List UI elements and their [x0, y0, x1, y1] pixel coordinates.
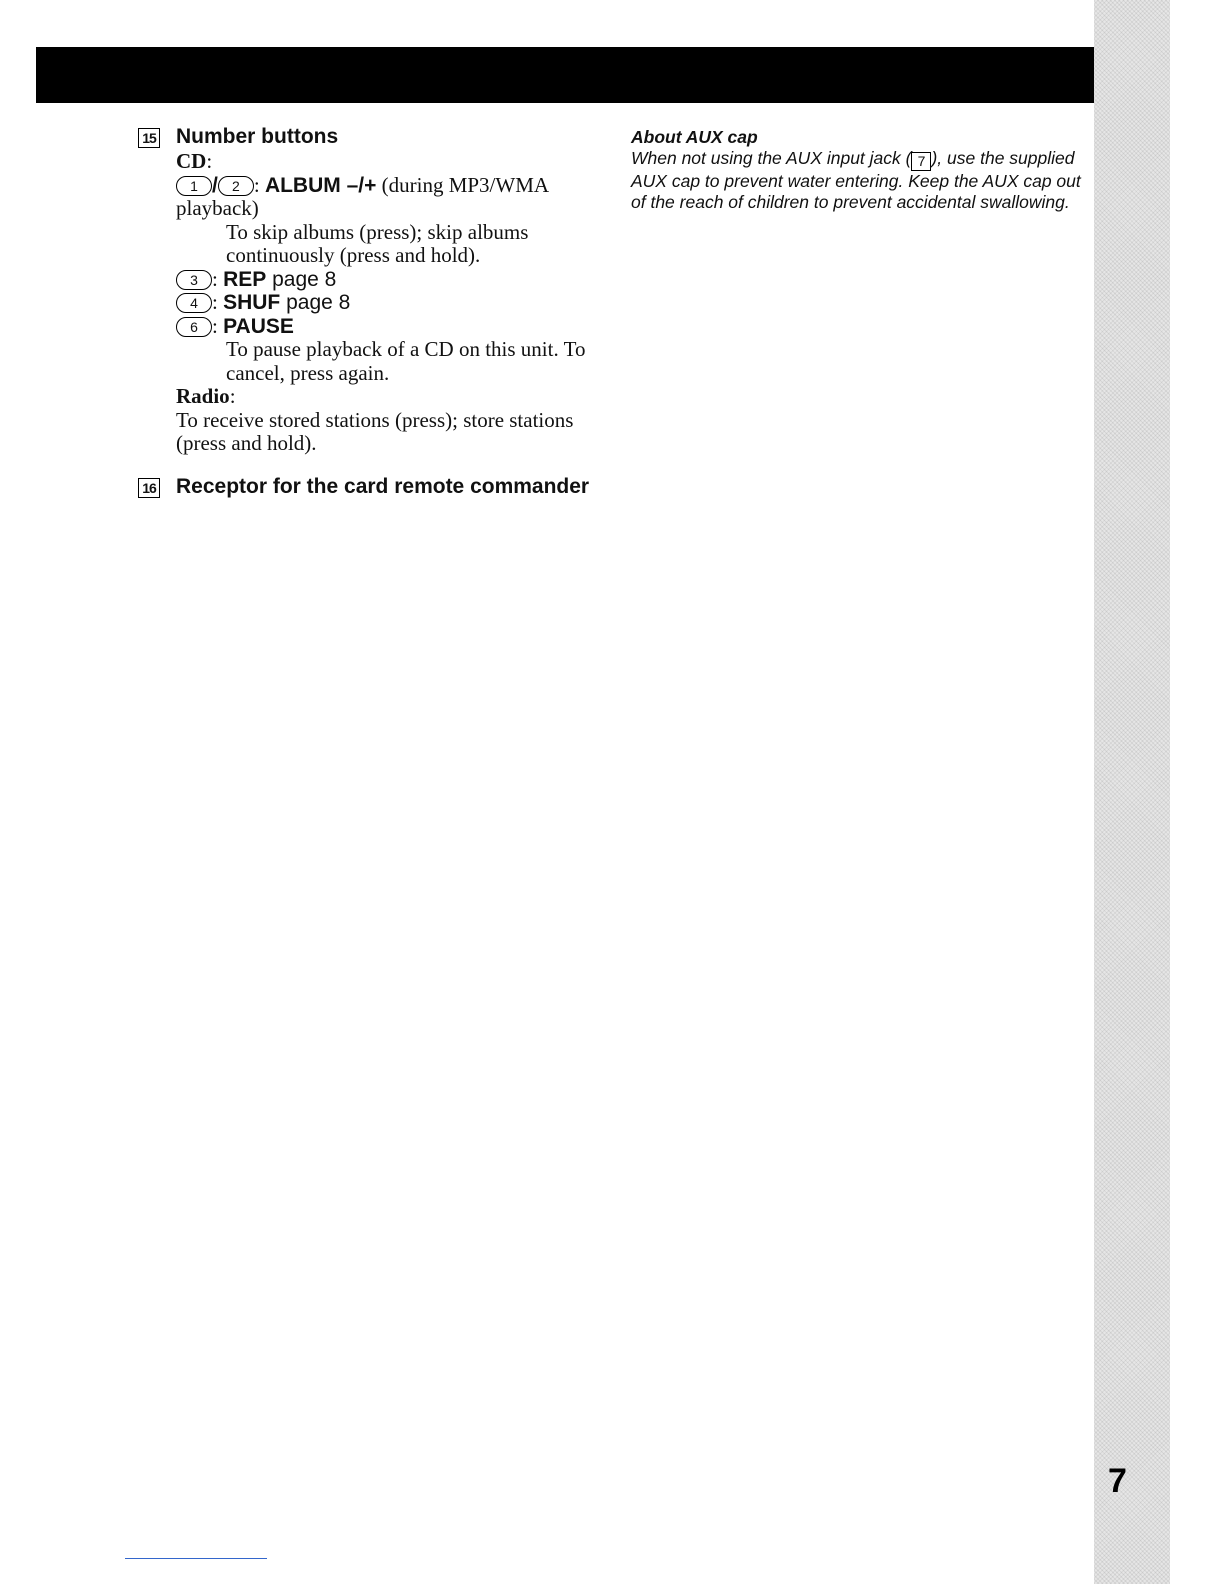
aux-cap-note	[631, 127, 1081, 213]
button-1-icon: 1	[176, 176, 212, 196]
button-4-icon: 4	[176, 293, 212, 313]
radio-label-line: Radio:	[176, 384, 236, 408]
item-number-badge: 15	[138, 128, 160, 148]
album-note: (during MP3/WMA playback)	[176, 172, 548, 220]
rep-page-ref: page 8	[266, 267, 337, 291]
button-2-icon: 2	[218, 176, 254, 196]
button-6-icon: 6	[176, 317, 212, 337]
pause-description: To pause playback of a CD on this unit. To cancel, press again.	[226, 337, 586, 385]
side-tab-strip	[1094, 0, 1170, 1584]
item-number-buttons	[138, 124, 608, 456]
shuf-function-name: SHUF	[223, 291, 281, 314]
button-3-icon: 3	[176, 270, 212, 290]
bottom-rule	[125, 1558, 267, 1559]
album-function-name: ALBUM –/+	[264, 173, 377, 197]
item-heading: Receptor for the card remote commander	[176, 475, 590, 498]
item-heading: Number buttons	[176, 125, 339, 148]
item-number-badge: 16	[138, 478, 160, 498]
shuf-page-ref: page 8	[280, 291, 351, 314]
aux-note-title: About AUX cap	[631, 127, 758, 147]
album-description: To skip albums (press); skip albums continuously (press and hold).	[226, 219, 529, 267]
item-body	[176, 150, 608, 456]
cd-label-line: CD:	[176, 149, 213, 173]
cd-label: CD	[176, 149, 207, 173]
rep-line: 3 : REP page 8	[176, 268, 608, 292]
pause-line: 6 : PAUSE	[176, 315, 608, 339]
pause-function-name: PAUSE	[223, 314, 294, 338]
item-receptor	[138, 474, 608, 500]
reference-number-badge: 7	[911, 152, 931, 171]
radio-description: To receive stored stations (press); store stations (press and hold).	[176, 407, 574, 455]
header-bar	[36, 47, 1094, 103]
aux-note-text: When not using the AUX input jack ( 7 ), use the supplied AUX cap to prevent water entering. Keep the AUX cap out of the reach of children to prevent accidental swallowing.	[631, 148, 1081, 212]
album-line: 1 / 2 : ALBUM –/+ (during MP3/WMA playback)	[176, 172, 548, 220]
rep-function-name: REP	[223, 267, 267, 291]
radio-label: Radio	[176, 384, 230, 408]
shuf-line: 4 : SHUF page 8	[176, 291, 608, 315]
page-number: 7	[1108, 1462, 1127, 1500]
